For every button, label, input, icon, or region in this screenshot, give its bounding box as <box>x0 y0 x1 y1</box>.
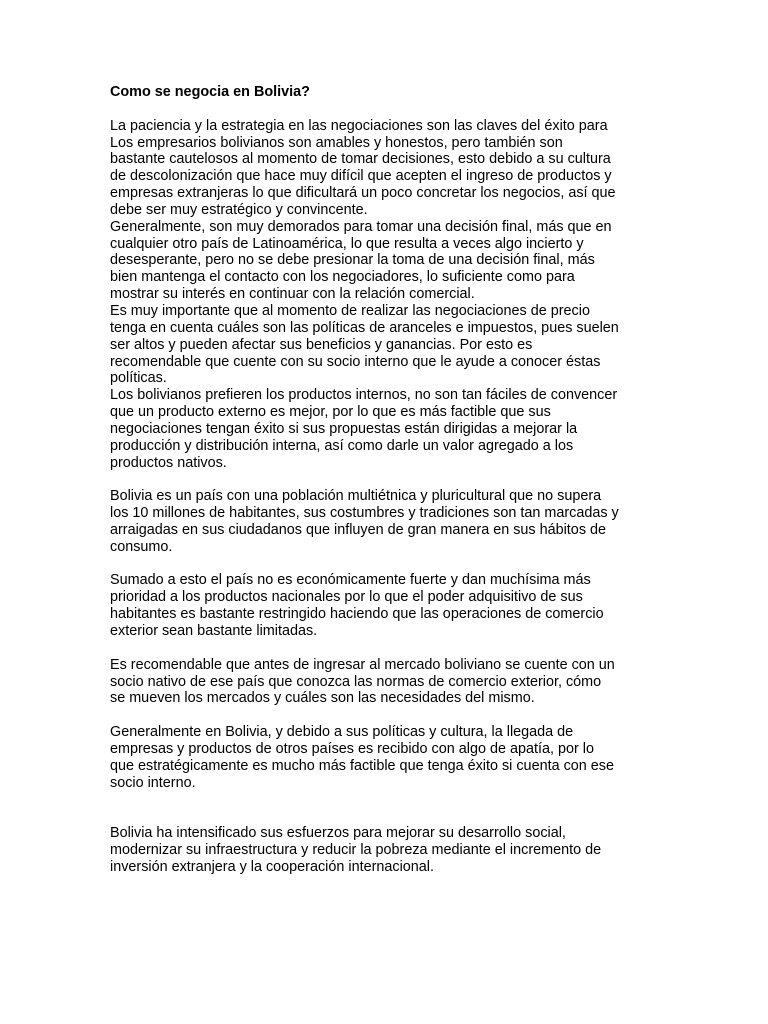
paragraph-line: Bolivia es un país con una población multiétnica y pluricultural que no supera <box>110 488 602 505</box>
paragraph-line: empresas extranjeras lo que dificultará un poco concretar los negocios, así que <box>110 185 616 202</box>
paragraph-line: mostrar su interés en continuar con la relación comercial. <box>110 286 475 303</box>
paragraph-3 <box>110 572 662 639</box>
paragraph-line: Es recomendable que antes de ingresar al mercado boliviano se cuente con un <box>110 656 615 673</box>
paragraph-line: recomendable que cuente con su socio interno que le ayude a conocer éstas <box>110 353 601 370</box>
paragraph-6 <box>110 825 662 876</box>
paragraph-line: negociaciones tengan éxito si sus propuestas están dirigidas a mejorar la <box>110 420 578 437</box>
paragraph-spacer <box>110 791 662 825</box>
paragraph-line: se mueven los mercados y cuáles son las necesidades del mismo. <box>110 690 535 707</box>
paragraph-line: que un producto externo es mejor, por lo que es más factible que sus <box>110 404 551 421</box>
paragraph-spacer <box>110 707 662 724</box>
paragraph-line: arraigadas en sus ciudadanos que influyen de gran manera en sus hábitos de <box>110 521 607 538</box>
paragraph-line: prioridad a los productos nacionales por lo que el poder adquisitivo de sus <box>110 589 583 606</box>
paragraph-line: desesperante, pero no se debe presionar la toma de una decisión final, más <box>110 252 595 269</box>
paragraph-line: Es muy importante que al momento de realizar las negociaciones de precio <box>110 302 590 319</box>
paragraph-line: producción y distribución interna, así como darle un valor agregado a los <box>110 437 574 454</box>
paragraph-line: que estratégicamente es mucho más factible que tenga éxito si cuenta con ese <box>110 757 614 774</box>
paragraph-2 <box>110 488 662 555</box>
paragraph-line: los 10 millones de habitantes, sus costumbres y tradiciones son tan marcadas y <box>110 505 619 522</box>
paragraph-line: inversión extranjera y la cooperación internacional. <box>110 858 434 875</box>
paragraph-line: Generalmente en Bolivia, y debido a sus políticas y cultura, la llegada de <box>110 724 574 741</box>
paragraph-5 <box>110 724 662 791</box>
paragraph-line: socio interno. <box>110 774 196 791</box>
paragraph-line: Los bolivianos prefieren los productos internos, no son tan fáciles de convencer <box>110 387 618 404</box>
paragraph-line: Bolivia ha intensificado sus esfuerzos para mejorar su desarrollo social, <box>110 825 566 842</box>
paragraph-line: modernizar su infraestructura y reducir la pobreza mediante el incremento de <box>110 841 602 858</box>
paragraph-line: exterior sean bastante limitadas. <box>110 623 318 639</box>
paragraph-line: debe ser muy estratégico y convincente. <box>110 201 368 218</box>
paragraph-line: La paciencia y la estrategia en las negociaciones son las claves del éxito para <box>110 117 608 134</box>
paragraph-line: Los empresarios bolivianos son amables y honestos, pero también son <box>110 134 563 151</box>
paragraph-line: tenga en cuenta cuáles son las políticas de aranceles e impuestos, pues suelen <box>110 319 619 336</box>
paragraph-4 <box>110 657 662 708</box>
paragraph-line: cualquier otro país de Latinoamérica, lo que resulta a veces algo incierto y <box>110 235 584 252</box>
paragraph-line: Sumado a esto el país no es económicamente fuerte y dan muchísima más <box>110 572 591 589</box>
paragraph-line: Generalmente, son muy demorados para tomar una decisión final, más que en <box>110 218 612 235</box>
document-title: Como se negocia en Bolivia? <box>110 84 310 100</box>
paragraph-line: ser altos y pueden afectar sus beneficios y ganancias. Por esto es <box>110 336 533 353</box>
paragraph-line: habitantes es bastante restringido haciendo que las operaciones de comercio <box>110 606 604 623</box>
paragraph-1 <box>110 118 662 472</box>
paragraph-line: socio nativo de ese país que conozca las normas de comercio exterior, cómo <box>110 673 602 690</box>
document-page <box>110 84 662 876</box>
paragraph-line: empresas y productos de otros países es recibido con algo de apatía, por lo <box>110 740 594 757</box>
paragraph-line: bastante cautelosos al momento de tomar decisiones, esto debido a su cultura <box>110 151 611 168</box>
paragraph-spacer <box>110 640 662 657</box>
paragraph-line: bien mantenga el contacto con los negociadores, lo suficiente como para <box>110 269 575 286</box>
paragraph-line: productos nativos. <box>110 454 227 471</box>
paragraph-spacer <box>110 556 662 573</box>
paragraph-line: consumo. <box>110 538 173 555</box>
paragraph-line: políticas. <box>110 370 167 387</box>
paragraph-spacer <box>110 471 662 488</box>
paragraph-line: de descolonización que hace muy difícil que acepten el ingreso de productos y <box>110 168 612 185</box>
